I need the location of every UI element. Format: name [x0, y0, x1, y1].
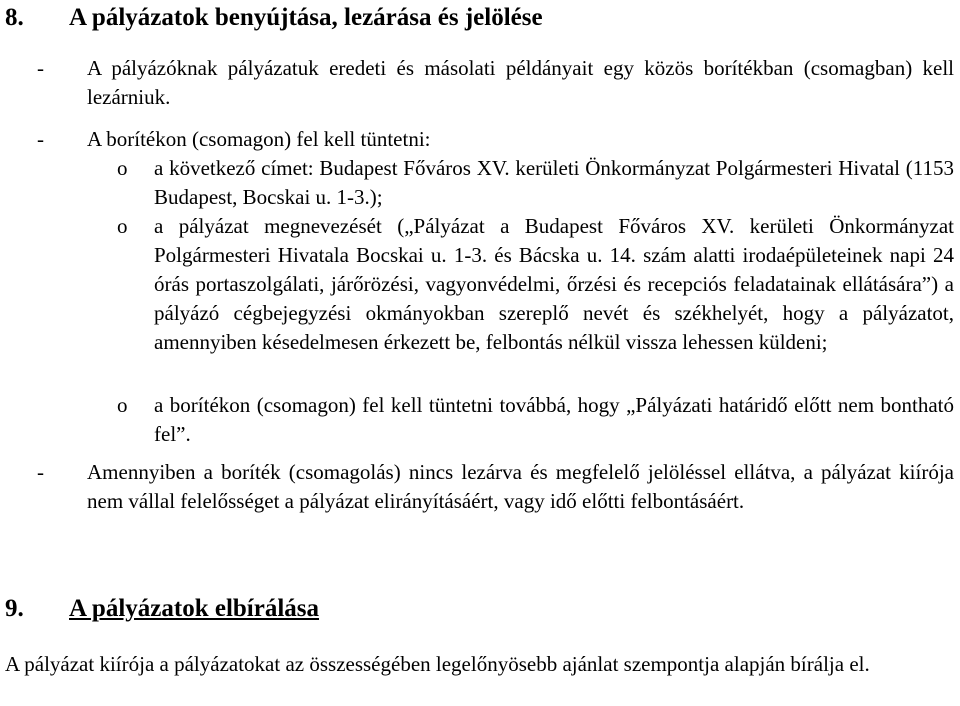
section-8-heading — [5, 3, 543, 33]
bullet-2-marker: - — [37, 127, 44, 151]
section-9-paragraph: A pályázat kiírója a pályázatokat az összességében legelőnyösebb ajánlat szempontja alapján bírálja el. — [5, 652, 870, 676]
bullet-2-text: A borítékon (csomagon) fel kell tüntetni: — [87, 127, 431, 151]
section-8-number: 8. — [5, 4, 24, 31]
section-9-heading — [5, 594, 319, 624]
bullet-3-text: Amennyiben a boríték (csomagolás) nincs lezárva és megfelelő jelöléssel ellátva, a pályázat kiírója nem vállal felelősséget a pályázat elirányításáért, vagy idő előtti felbontásáért. — [87, 460, 954, 513]
subitem-3-marker: o — [117, 393, 128, 417]
subitem-1-text: a következő címet: Budapest Főváros XV. kerületi Önkormányzat Polgármesteri Hivatal (1153 Budapest, Bocskai u. 1-3.); — [154, 156, 954, 209]
subitem-1-marker: o — [117, 156, 128, 180]
section-9-title: A pályázatok elbírálása — [69, 595, 320, 622]
section-9-number: 9. — [5, 595, 24, 622]
bullet-3-marker: - — [37, 460, 44, 484]
subitem-3-text: a borítékon (csomagon) fel kell tüntetni továbbá, hogy „Pályázati határidő előtt nem bontható fel”. — [154, 393, 954, 446]
subitem-2-text: a pályázat megnevezését („Pályázat a Budapest Főváros XV. kerületi Önkormányzat Polgármesteri Hivatala Bocskai u. 1-3. és Bácska u. 14. szám alatti irodaépületeinek napi 24 órás portaszolgálati, járőrözési, vagyonvédelmi, őrzési és recepciós feladatainak ellátására”) a pályázó cégbejegyzési okmányokban szereplő nevét és székhelyét, hogy a pályázatot, amennyiben késedelmesen érkezett be, felbontás nélkül vissza lehessen küldeni; — [154, 214, 954, 354]
bullet-1-marker: - — [37, 56, 44, 80]
bullet-1-text: A pályázóknak pályázatuk eredeti és másolati példányait egy közös borítékban (csomagban) kell lezárniuk. — [87, 56, 954, 109]
section-8-title: A pályázatok benyújtása, lezárása és jelölése — [69, 4, 543, 31]
subitem-2-marker: o — [117, 214, 128, 238]
